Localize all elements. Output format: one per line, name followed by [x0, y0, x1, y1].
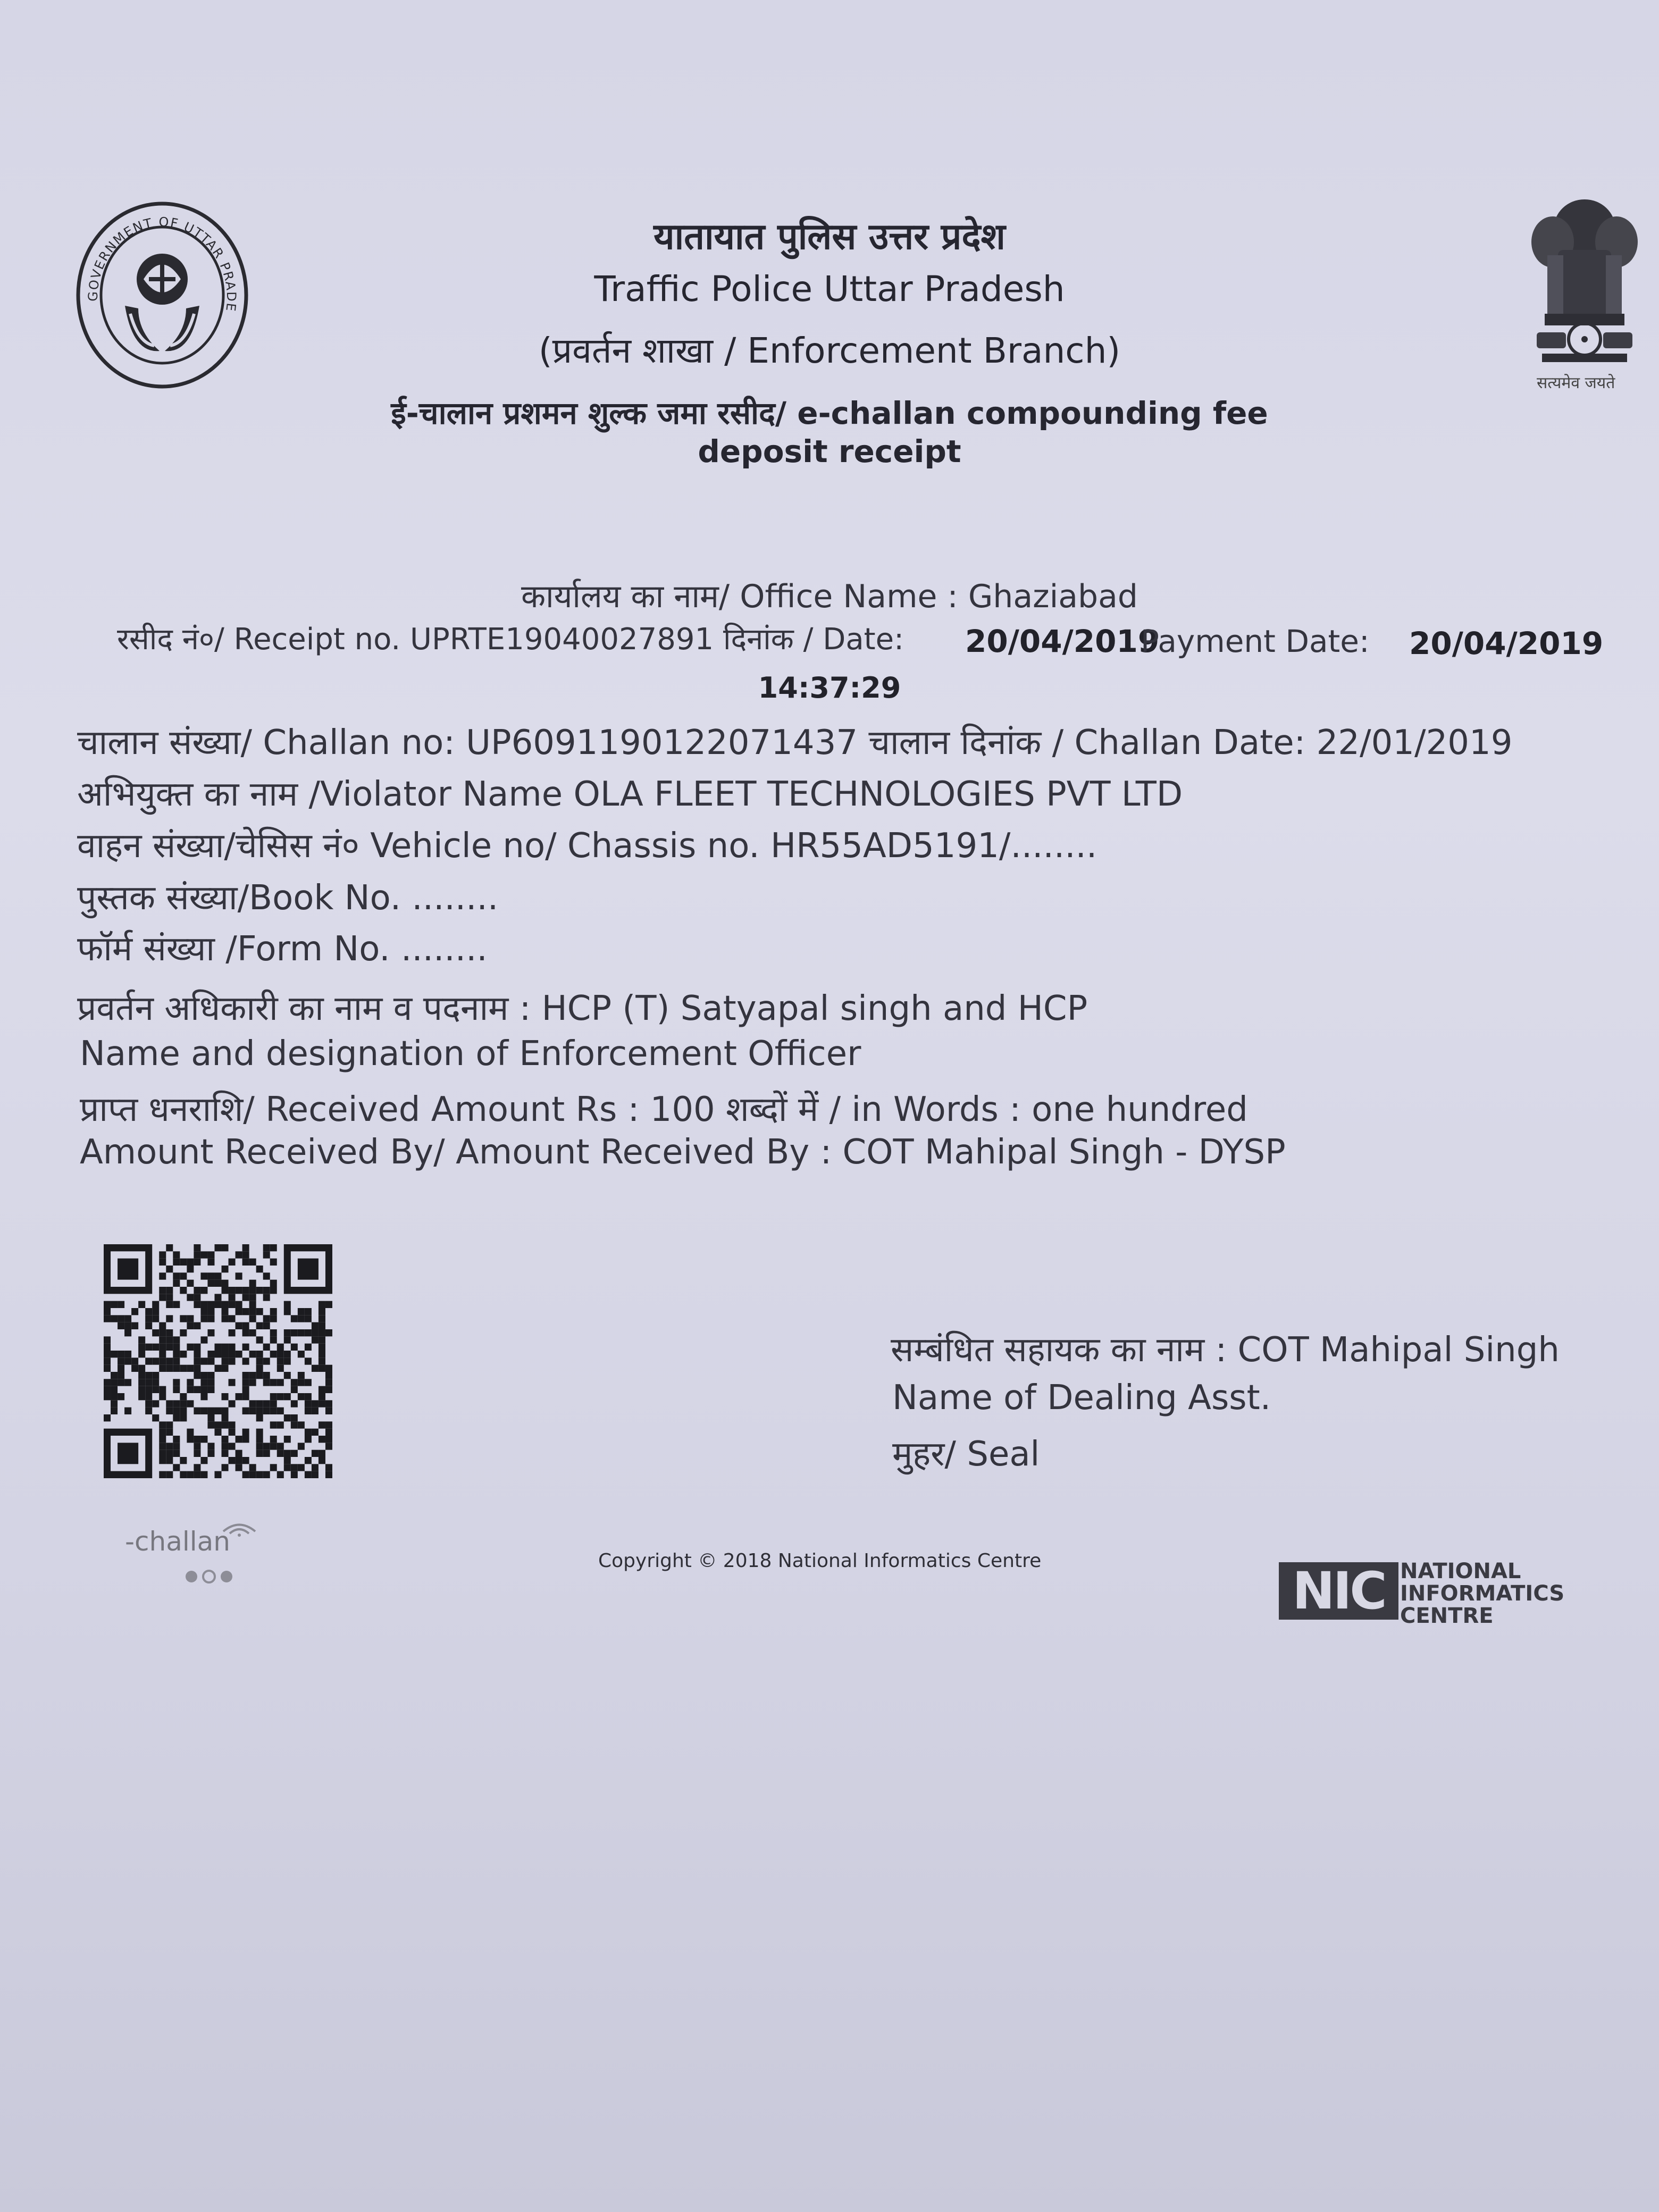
- dealing-assistant-label: सम्बंधित सहायक का नाम :: [891, 1330, 1227, 1370]
- officer-value: HCP (T) Satyapal singh and HCP: [541, 989, 1088, 1028]
- challan-date-label: चालान दिनांक / Challan Date:: [868, 723, 1306, 763]
- payment-date-value: 20/04/2019: [1409, 625, 1604, 661]
- violator-row: [77, 769, 1183, 816]
- book-number-value: ........: [412, 878, 499, 918]
- receipt-number-row: [117, 618, 904, 658]
- office-name-value: Ghaziabad: [968, 578, 1138, 615]
- echallan-dots: [183, 1569, 242, 1587]
- vehicle-row: [77, 821, 1097, 867]
- title-hindi: यातायात पुलिस उत्तर प्रदेश: [653, 216, 1006, 258]
- office-name-row: [0, 573, 1659, 617]
- seal-text: GOVERNMENT OF UTTAR PRADE: [85, 214, 239, 313]
- vehicle-number-value: HR55AD5191/........: [770, 826, 1097, 866]
- emblem-motto: सत्यमेव जयते: [1537, 374, 1615, 392]
- dealing-assistant-value: COT Mahipal Singh: [1237, 1330, 1560, 1370]
- nic-line1: NATIONAL: [1400, 1559, 1521, 1583]
- received-by-row: [80, 1133, 1286, 1172]
- received-by-label: Amount Received By/ Amount Received By :: [80, 1133, 832, 1172]
- copyright-text: Copyright © 2018 National Informatics Centre: [598, 1550, 1042, 1572]
- payment-time-value: 14:37:29: [758, 671, 901, 705]
- challan-number-value: UP6091190122071437: [466, 723, 858, 763]
- form-row: [77, 924, 488, 970]
- violator-name-value: OLA FLEET TECHNOLOGIES PVT LTD: [573, 775, 1183, 814]
- vehicle-number-label: वाहन संख्या/चेसिस नं० Vehicle no/ Chassis no.: [77, 826, 760, 866]
- violator-name-label: अभियुक्त का नाम /Violator Name: [77, 775, 563, 814]
- dealing-assistant-row: [891, 1325, 1560, 1371]
- received-amount-value: 100: [650, 1090, 715, 1129]
- challan-number-label: चालान संख्या/ Challan no:: [77, 723, 455, 763]
- payment-date-label: Payment Date:: [1141, 623, 1370, 659]
- title-english: Traffic Police Uttar Pradesh: [594, 269, 1065, 309]
- receipt-number-value: UPRTE19040027891: [410, 622, 714, 657]
- book-number-label: पुस्तक संख्या/Book No.: [77, 878, 401, 918]
- qr-code: [104, 1244, 332, 1478]
- received-amount-label: प्राप्त धनराशि/ Received Amount Rs :: [80, 1090, 640, 1129]
- receipt-title-line2: deposit receipt: [698, 433, 961, 470]
- nic-line3: CENTRE: [1400, 1604, 1494, 1628]
- amount-words-label: शब्दों में / in Words :: [726, 1090, 1021, 1129]
- date-label: दिनांक / Date:: [723, 622, 904, 657]
- nic-line2: INFORMATICS: [1400, 1581, 1565, 1606]
- echallan-label: -challan: [125, 1526, 230, 1557]
- nic-logo: [1279, 1558, 1598, 1632]
- branch-title: (प्रवर्तन शाखा / Enforcement Branch): [538, 330, 1121, 371]
- amount-words-value: one hundred: [1032, 1090, 1248, 1129]
- nic-mark: NIC: [1279, 1562, 1398, 1620]
- received-by-value: COT Mahipal Singh - DYSP: [842, 1133, 1286, 1172]
- receipt-title-line1: ई-चालान प्रशमन शुल्क जमा रसीद/ e-challan compounding fee: [391, 395, 1268, 431]
- seal-label: मुहर/ Seal: [892, 1435, 1040, 1474]
- book-row: [77, 873, 498, 919]
- officer-label-english: Name and designation of Enforcement Officer: [80, 1034, 861, 1074]
- echallan-logo: [125, 1515, 247, 1590]
- challan-date-value: 22/01/2019: [1316, 723, 1513, 763]
- dealing-assistant-label-english: Name of Dealing Asst.: [892, 1378, 1271, 1418]
- office-name-label: कार्यालय का नाम/ Office Name :: [521, 578, 958, 615]
- challan-row: [77, 718, 1512, 764]
- form-number-label: फॉर्म संख्या /Form No.: [77, 929, 390, 969]
- officer-label: प्रवर्तन अधिकारी का नाम व पदनाम :: [77, 989, 531, 1028]
- officer-row: [77, 984, 1087, 1030]
- date-value: 20/04/2019: [965, 623, 1160, 659]
- form-number-value: ........: [401, 929, 488, 969]
- amount-row: [80, 1085, 1248, 1131]
- receipt-number-label: रसीद नं०/ Receipt no.: [117, 622, 401, 657]
